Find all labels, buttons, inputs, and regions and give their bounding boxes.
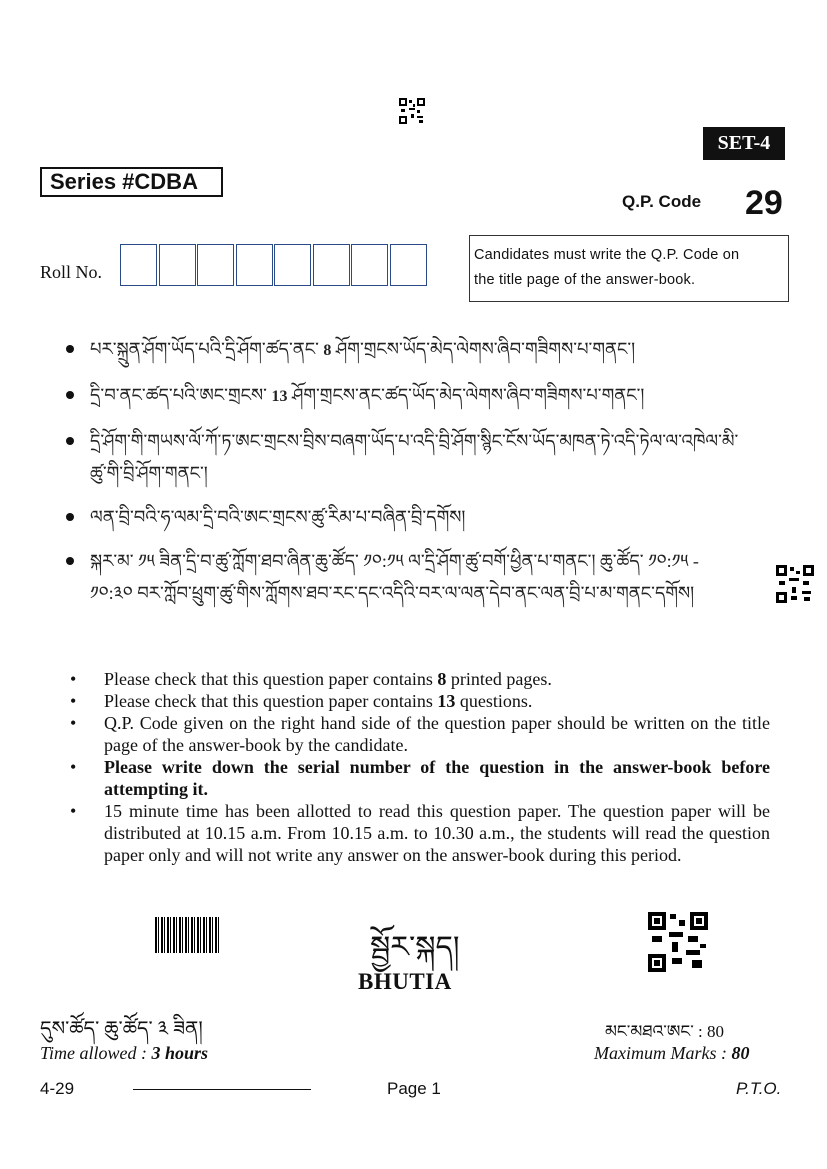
maximum-marks-value: 80 <box>731 1043 750 1063</box>
instruction-text: Please check that this question paper contains <box>104 691 438 711</box>
qp-code-notice <box>469 235 789 302</box>
tibetan-text: ཤོག་གྲངས་ནང་ཚད་ཡོད་མེད་ལེགས་ཞིབ་གཟིགས་པ་གནང་། <box>291 385 645 405</box>
english-instructions <box>70 668 770 866</box>
notice-line: the title page of the answer-book. <box>474 272 696 288</box>
tibetan-text: དྲི་བ་ནང་ཚད་པའི་ཨང་གྲངས་ <box>90 385 267 405</box>
time-allowed <box>40 1043 208 1064</box>
bottom-qr-code <box>648 912 708 972</box>
bullet-icon: • <box>70 757 77 777</box>
roll-digit-box[interactable] <box>351 244 388 286</box>
bullet-icon <box>66 391 74 399</box>
tibetan-instruction-item <box>60 545 740 609</box>
roll-digit-box[interactable] <box>236 244 273 286</box>
subject-title: BHUTIA <box>358 969 452 994</box>
tibetan-number: 8 <box>323 342 332 359</box>
set-badge: SET-4 <box>703 127 785 160</box>
series-label: Series #CDBA <box>40 167 223 197</box>
top-qr-code <box>399 98 425 124</box>
bullet-icon: • <box>70 669 77 689</box>
maximum-marks <box>594 1043 749 1064</box>
side-qr-code <box>776 565 814 603</box>
instruction-text: Please write down the serial number of the question in the answer-book before attempting it. <box>104 757 770 799</box>
tibetan-text: པར་སྐྲུན་ཤོག་ཡོད་པའི་དྲི་ཤོག་ཚད་ནང་ <box>90 339 319 359</box>
instruction-number: 13 <box>437 691 456 711</box>
bullet-icon: • <box>70 713 77 733</box>
footer-divider <box>133 1089 311 1090</box>
english-instruction-item <box>70 800 770 866</box>
instruction-text: questions. <box>455 691 533 711</box>
english-instruction-item <box>70 668 770 690</box>
roll-digit-box[interactable] <box>313 244 350 286</box>
roll-number-label: Roll No. <box>40 262 103 282</box>
roll-digit-box[interactable] <box>159 244 196 286</box>
instruction-text: Q.P. Code given on the right hand side of the question paper should be written on the title page of the answer-book by the candidate. <box>104 713 770 755</box>
tibetan-instruction-item <box>60 501 740 533</box>
tibetan-text: སྐར་མ་ ༡༥ ཟིན་དྲི་བ་ཚུ་ཀློག་ཐབ་ཞིན་ཆུ་ཚོད་ ༡༠:༡༥ ལ་དྲི་ཤོག་ཚུ་བགོ་ཕྱིན་པ་གནང་། ཆུ་ཚོད་ ༡༠:༡༥ - ༡༠:༣༠ བར་ཀློབ་ཕྲུག་ཚུ་གིས་ཀློགས་ཐབ་རང་དང་འདིའི་བར་ལ་ལན་དེབ་ནང་ལན་བྲི་པ་མ་གནང་དགོས། <box>90 551 699 603</box>
roll-digit-box[interactable] <box>120 244 157 286</box>
tibetan-instructions <box>60 333 740 621</box>
tibetan-text: ལན་བྲི་བའི་ཧ་ལམ་དྲི་བའི་ཨང་གྲངས་ཚུ་རིམ་པ་བཞིན་བྲི་དགོས། <box>90 507 466 527</box>
tibetan-instruction-item <box>60 333 740 367</box>
bullet-icon: • <box>70 801 77 821</box>
qp-code-label: Q.P. Code <box>622 192 702 211</box>
notice-line: Candidates must write the Q.P. Code on <box>474 247 740 263</box>
tibetan-number: 13 <box>271 388 288 405</box>
roll-number-boxes[interactable] <box>120 244 428 286</box>
bullet-icon <box>66 345 74 353</box>
roll-digit-box[interactable] <box>274 244 311 286</box>
max-marks-tibetan: མང་མཐའ་ཨང་ : 80 <box>605 1022 725 1041</box>
instruction-text: Please check that this question paper contains <box>104 669 438 689</box>
footer-page-number: Page 1 <box>387 1079 441 1098</box>
footer-pto: P.T.O. <box>736 1079 782 1098</box>
tibetan-text: ཤོག་གྲངས་ཡོད་མེད་ལེགས་ཞིབ་གཟིགས་པ་གནང་། <box>335 339 636 359</box>
time-allowed-tibetan: དུས་ཚོད་ ཆུ་ཚོད་ ༣ ཟིན། <box>40 1018 203 1040</box>
tibetan-text: དྲི་ཤོག་གི་གཡས་ལོ་ཀོ་ཏ་ཨང་གྲངས་བྲིས་བཞག་ཡོད་པ་འདི་བྲི་ཤོག་སྙིང་ངོས་ཡོད་མཁན་ཏེ་འདི་ཏེལ་ལ་འཁེལ་མི་ཚུ་གི་བྲི་ཤོག་གནང་། <box>90 431 739 483</box>
bullet-icon <box>66 557 74 565</box>
tibetan-instruction-item <box>60 379 740 413</box>
english-instruction-item <box>70 712 770 756</box>
footer-paper-code: 4-29 <box>40 1079 75 1098</box>
roll-digit-box[interactable] <box>197 244 234 286</box>
time-allowed-label: Time allowed : <box>40 1043 152 1063</box>
instruction-text: printed pages. <box>446 669 552 689</box>
instruction-text: 15 minute time has been allotted to read this question paper. The question paper will be distributed at 10.15 a.m. From 10.15 a.m. to 10.30 a.m., the students will read the question paper only and will not write any answer on the answer-book during this period. <box>104 801 770 865</box>
maximum-marks-label: Maximum Marks : <box>594 1043 732 1063</box>
bullet-icon: • <box>70 691 77 711</box>
barcode-icon <box>155 917 221 953</box>
roll-digit-box[interactable] <box>390 244 427 286</box>
instruction-number: 8 <box>437 669 447 689</box>
english-instruction-item <box>70 690 770 712</box>
time-allowed-value: 3 hours <box>151 1043 209 1063</box>
qp-code-value: 29 <box>745 184 783 222</box>
bullet-icon <box>66 437 74 445</box>
tibetan-instruction-item <box>60 425 740 489</box>
english-instruction-item <box>70 756 770 800</box>
bullet-icon <box>66 513 74 521</box>
subject-tibetan-title: སྦྱོར་སྐད། <box>370 931 460 964</box>
